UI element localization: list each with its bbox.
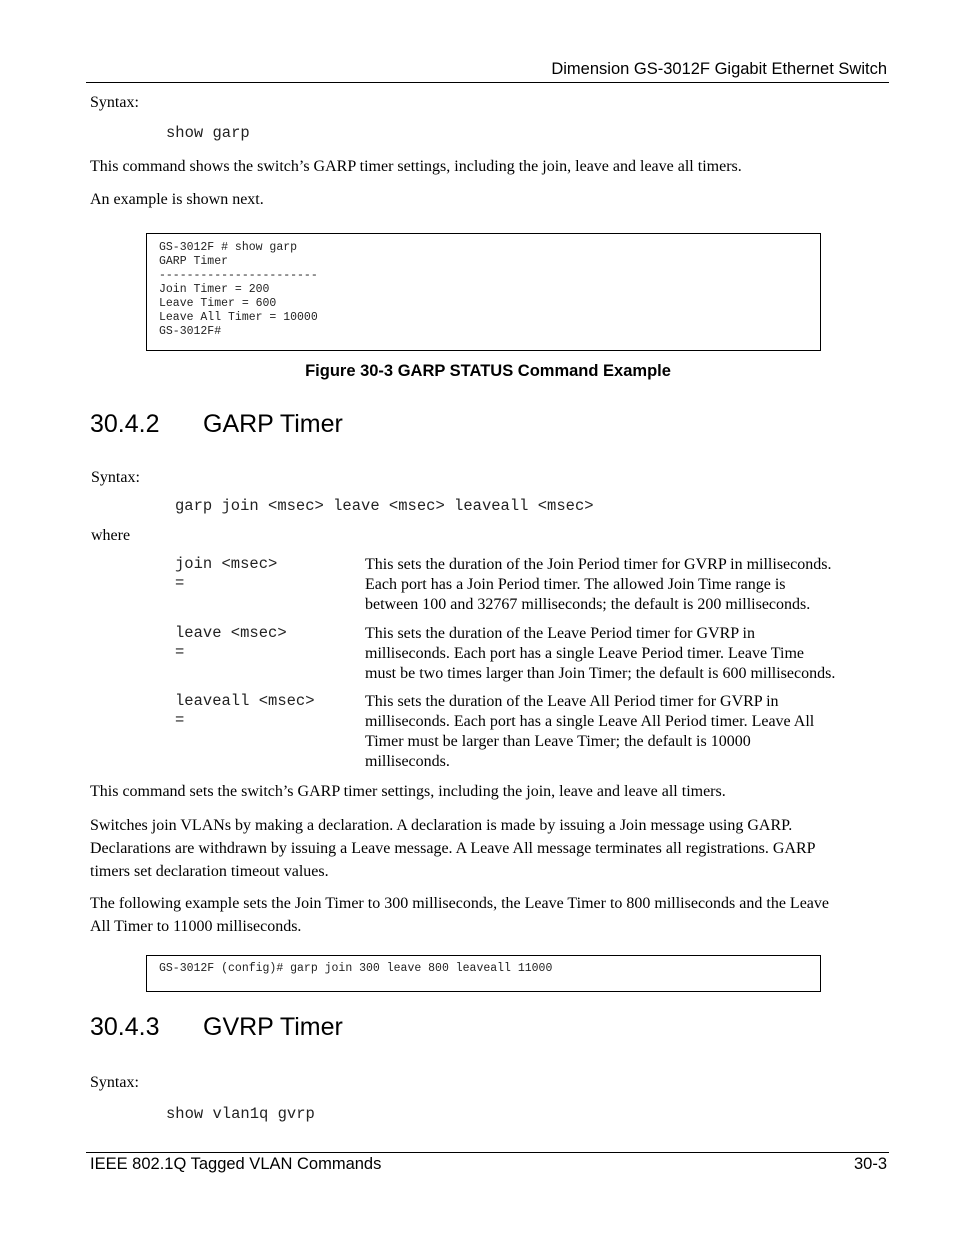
header-rule [86, 82, 889, 83]
desc-line: This sets the duration of the Join Period timer for GVRP in milliseconds. [365, 556, 832, 573]
desc-line: milliseconds. Each port has a single Leave Period timer. Leave Time [365, 645, 805, 662]
section-title: GARP Timer [203, 410, 343, 438]
param-name-leaveall [175, 692, 315, 730]
section-number: 30.4.2 [90, 410, 160, 438]
page-number: 30-3 [853, 1155, 887, 1173]
code-line: GS-3012F (config)# garp join 300 leave 800 leaveall 11000 [159, 962, 553, 975]
section-title: GVRP Timer [203, 1013, 343, 1041]
param-desc-leaveall [365, 692, 814, 772]
paragraph-line: All Timer to 11000 milliseconds. [90, 918, 302, 935]
body-paragraph [90, 814, 816, 883]
footer-chapter-title: IEEE 802.1Q Tagged VLAN Commands [90, 1155, 382, 1173]
desc-line: Timer must be larger than Leave Timer; the default is 10000 [365, 733, 751, 750]
paragraph-line: Declarations are withdrawn by issuing a Leave message. A Leave All message terminates all registrations. GARP [90, 840, 816, 857]
param-name-line: = [175, 711, 185, 729]
figure-caption: Figure 30-3 GARP STATUS Command Example [305, 362, 671, 380]
syntax-label: Syntax: [91, 469, 140, 486]
code-line: Leave Timer = 600 [159, 297, 277, 310]
paragraph-line: The following example sets the Join Timer to 300 milliseconds, the Leave Timer to 800 milliseconds and the Leave [90, 895, 829, 912]
desc-line: milliseconds. [365, 753, 450, 770]
section-heading-gvrp-timer [90, 1013, 343, 1042]
garp-timer-example-box [146, 955, 821, 992]
desc-line: This sets the duration of the Leave Period timer for GVRP in [365, 625, 755, 642]
section-heading-garp-timer [90, 410, 343, 439]
code-line: Join Timer = 200 [159, 283, 270, 296]
paragraph-line: timers set declaration timeout values. [90, 863, 329, 880]
param-name-line: leave <msec> [175, 624, 287, 642]
desc-line: must be two times larger than Join Timer; the default is 600 milliseconds. [365, 665, 836, 682]
body-paragraph [90, 892, 829, 938]
param-name-line: leaveall <msec> [175, 692, 315, 710]
desc-line: milliseconds. Each port has a single Leave All Period timer. Leave All [365, 713, 815, 730]
where-label: where [91, 527, 131, 544]
command-syntax: garp join <msec> leave <msec> leaveall <msec> [175, 497, 594, 515]
syntax-label: Syntax: [90, 94, 139, 111]
running-header: Dimension GS-3012F Gigabit Ethernet Switch [551, 60, 887, 78]
code-line: ----------------------- [159, 269, 318, 282]
param-desc-join [365, 555, 831, 615]
garp-status-example-box [146, 233, 821, 351]
syntax-label: Syntax: [90, 1074, 139, 1091]
command-syntax: show vlan1q gvrp [166, 1105, 315, 1123]
code-line: GS-3012F # show garp [159, 241, 298, 254]
desc-line: This sets the duration of the Leave All Period timer for GVRP in [365, 693, 779, 710]
footer-rule [86, 1152, 889, 1153]
param-name-line: join <msec> [175, 555, 278, 573]
paragraph-line: Switches join VLANs by making a declaration. A declaration is made by issuing a Join message using GARP. [90, 817, 793, 834]
code-line: GS-3012F# [159, 325, 222, 338]
body-paragraph: This command sets the switch’s GARP timer settings, including the join, leave and leave all timers. [90, 783, 726, 800]
param-name-line: = [175, 643, 185, 661]
example-intro: An example is shown next. [90, 191, 264, 208]
section-number: 30.4.3 [90, 1013, 160, 1041]
desc-line: between 100 and 32767 milliseconds; the default is 200 milliseconds. [365, 596, 811, 613]
desc-line: Each port has a Join Period timer. The allowed Join Time range is [365, 576, 786, 593]
code-line: GARP Timer [159, 255, 229, 268]
command-syntax: show garp [166, 124, 250, 142]
command-description: This command shows the switch’s GARP timer settings, including the join, leave and leave all timers. [90, 158, 742, 175]
param-name-line: = [175, 574, 185, 592]
param-desc-leave [365, 624, 835, 684]
param-name-join [175, 555, 277, 593]
code-line: Leave All Timer = 10000 [159, 311, 318, 324]
param-name-leave [175, 624, 287, 662]
